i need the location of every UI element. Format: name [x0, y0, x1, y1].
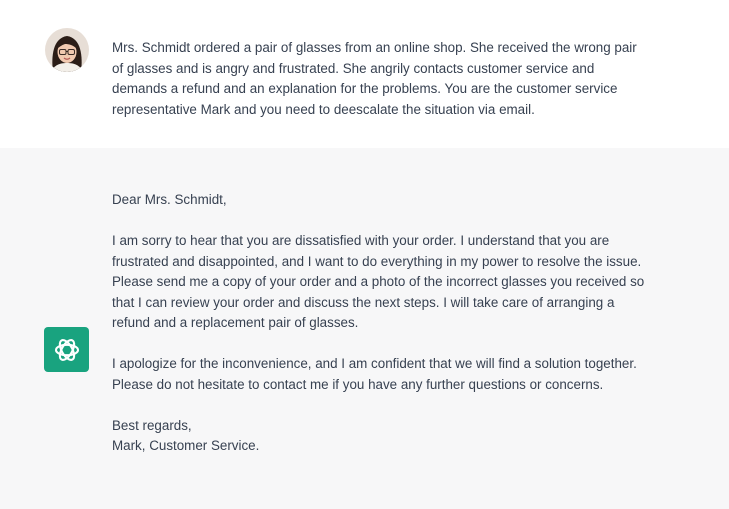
assistant-message-text [112, 190, 660, 457]
text-line: representative Mark and you need to deescalate the situation via email. [112, 101, 535, 117]
signature-line: Mark, Customer Service. [112, 438, 260, 453]
closing-line: Best regards, [112, 417, 192, 433]
text-line: I apologize for the inconvenience, and I am confident that we will find a solution together. [112, 356, 637, 371]
text-line: I am sorry to hear that you are dissatisfied with your order. I understand that you are [112, 233, 610, 248]
assistant-message-block [0, 148, 729, 509]
sign-off [112, 416, 660, 457]
text-line: of glasses and is angry and frustrated. She angrily contacts customer service and [112, 60, 595, 76]
user-message-paragraph [112, 38, 660, 120]
user-message-block [0, 0, 729, 148]
text-line: refund and a replacement pair of glasses. [112, 315, 359, 330]
text-line: that I can review your order and discuss the next steps. I will take care of arranging a [112, 294, 615, 310]
greeting [112, 190, 660, 211]
text-line: demands a refund and an explanation for the problems. You are the customer service [112, 81, 618, 96]
user-portrait-icon [45, 28, 89, 72]
text-line: Please send me a copy of your order and a photo of the incorrect glasses you received so [112, 274, 645, 289]
assistant-avatar [44, 327, 89, 372]
openai-logo-icon [52, 335, 82, 365]
user-avatar [45, 28, 89, 72]
assistant-paragraph-1 [112, 231, 660, 334]
text-line: Dear Mrs. Schmidt, [112, 192, 227, 207]
text-line: Please do not hesitate to contact me if you have any further questions or concerns. [112, 376, 604, 392]
text-line: Mrs. Schmidt ordered a pair of glasses from an online shop. She received the wrong pair [112, 40, 637, 55]
text-line: frustrated and disappointed, and I want to do everything in my power to resolve the issue. [112, 253, 642, 269]
assistant-paragraph-2 [112, 354, 660, 395]
user-message-text [112, 38, 660, 120]
